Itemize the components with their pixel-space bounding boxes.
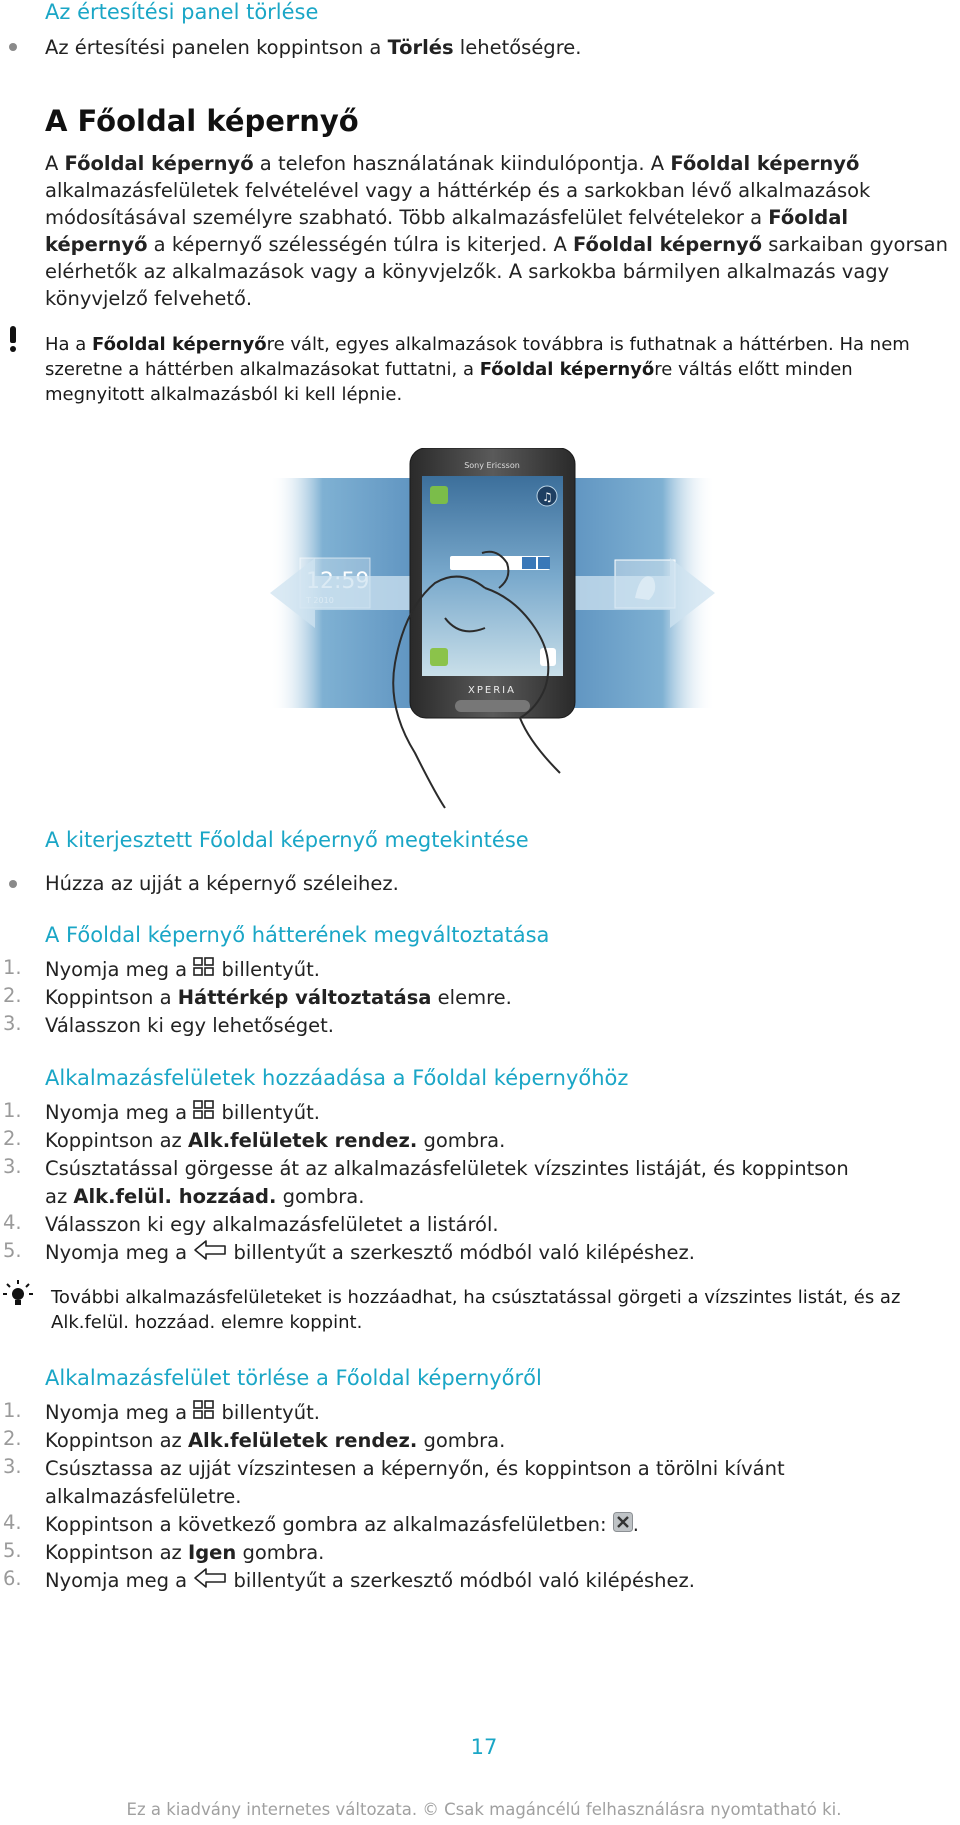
search-icon: [522, 557, 536, 569]
footer-note: Ez a kiadvány internetes változata. © Csak magáncélú felhasználásra nyomtatható ki.: [126, 1800, 842, 1819]
brand-label: Sony Ericsson: [464, 461, 520, 470]
text: Koppintson a következő gombra az alkalmazásfelületben:: [45, 1513, 613, 1536]
text: billentyűt.: [215, 1401, 320, 1424]
text: .: [632, 1513, 639, 1536]
step-text: [45, 1427, 505, 1454]
step-text: [45, 1211, 499, 1238]
clear-panel-instruction: [45, 34, 581, 61]
model-label: XPERIA: [468, 685, 516, 696]
delete-widget-icon: [613, 1512, 633, 1539]
bold-term: Alk.felül. hozzáad.: [73, 1185, 277, 1208]
step-text: [45, 1455, 785, 1482]
step-text: [45, 1511, 639, 1539]
menu-key-icon: [193, 1400, 215, 1427]
bold-term: Háttérkép változtatása: [177, 986, 432, 1009]
step-number: 1.: [3, 1399, 22, 1422]
step-text: [45, 1155, 849, 1182]
bold-term: Igen: [187, 1541, 237, 1564]
view-extended-instruction: Húzza az ujját a képernyő széleihez.: [45, 872, 399, 895]
warning-note: [45, 332, 925, 407]
step-number: 3.: [3, 1155, 22, 1178]
bullet: [9, 43, 17, 51]
step-number: 5.: [3, 1539, 22, 1562]
text: billentyűt a szerkesztő módból való kilépéshez.: [227, 1241, 695, 1264]
text: Koppintson az: [45, 1129, 188, 1152]
text: gombra.: [276, 1185, 365, 1208]
text: Nyomja meg a: [45, 1101, 194, 1124]
text: alkalmazásfelületre.: [45, 1485, 242, 1508]
bullet: [9, 880, 17, 888]
step-number: 2.: [3, 1127, 22, 1150]
step-text: [45, 1399, 320, 1427]
step-number: 1.: [3, 956, 22, 979]
bold-term: Főoldal képernyő: [670, 152, 860, 175]
text: Az értesítési panelen koppintson a: [45, 36, 388, 59]
page-title: A Főoldal képernyő: [45, 104, 359, 138]
step-text: [45, 1567, 695, 1596]
text: Koppintson az: [45, 1429, 188, 1452]
text: az: [45, 1185, 74, 1208]
text: Koppintson a: [45, 986, 178, 1009]
mic-icon: [538, 557, 550, 569]
text: Koppintson az: [45, 1541, 188, 1564]
text: alkalmazásfelületek felvételével vagy a háttérkép és a sarkokban lévő alkalmazások módosításával személyre szabható. Több alkalmazásfelület felvételekor a: [45, 179, 871, 229]
text: gombra.: [417, 1429, 506, 1452]
step-number: 4.: [3, 1511, 22, 1534]
step-text: [45, 1127, 505, 1154]
text: gombra.: [236, 1541, 325, 1564]
bold-term: Alk.felületek rendez.: [187, 1429, 418, 1452]
text: Csúsztassa az ujját vízszintesen a képernyőn, és koppintson a törölni kívánt: [45, 1457, 785, 1480]
text: elemre.: [431, 986, 512, 1009]
back-key-icon: [193, 1239, 227, 1268]
text: Válasszon ki egy alkalmazásfelületet a listáról.: [45, 1213, 499, 1236]
section-heading-add-widgets: Alkalmazásfelületek hozzáadása a Főoldal képernyőhöz: [45, 1066, 629, 1090]
step-text-continued: [45, 1483, 241, 1510]
menu-key-icon: [193, 1100, 215, 1127]
step-text: [45, 1239, 695, 1268]
text: gombra.: [417, 1129, 506, 1152]
tip-line-2: Alk.felül. hozzáad. elemre koppint.: [51, 1312, 363, 1333]
text: re váltás előtt minden megnyitott alkalmazásból ki kell lépnie.: [45, 359, 853, 405]
step-number: 3.: [3, 1012, 22, 1035]
step-number: 6.: [3, 1567, 22, 1590]
text: a képernyő szélességén túlra is kiterjed. A: [147, 233, 574, 256]
text: re vált, egyes alkalmazások továbbra is futhatnak a háttérben. Ha nem szeretne a háttérben alkalmazásokat futtatni, a: [45, 334, 910, 380]
page-number: 17: [470, 1735, 498, 1759]
bold-term: Főoldal képernyő: [92, 334, 267, 355]
phone-swipe-illustration: [270, 448, 715, 810]
step-text: [45, 1539, 324, 1566]
bold-term: Főoldal képernyő: [479, 359, 655, 380]
text: lehetőségre.: [453, 36, 582, 59]
menu-key-icon: [193, 957, 215, 984]
text: a telefon használatának kiindulópontja. A: [253, 152, 671, 175]
text: Nyomja meg a: [45, 1569, 194, 1592]
text: Nyomja meg a: [45, 958, 194, 981]
section-heading-change-background: A Főoldal képernyő hátterének megváltoztatása: [45, 923, 550, 947]
step-number: 5.: [3, 1239, 22, 1262]
svg-text:♫: ♫: [542, 490, 553, 504]
text: billentyűt.: [215, 958, 320, 981]
app-grid-icon: [430, 648, 448, 666]
tip-line-1: További alkalmazásfelületeket is hozzáadhat, ha csúsztatással görgeti a vízszintes listát, és az: [51, 1287, 901, 1308]
home-screen-illustration: [270, 448, 715, 810]
text: Ha a: [45, 334, 93, 355]
bold-term: Törlés: [387, 36, 454, 59]
step-text: [45, 984, 512, 1011]
step-number: 3.: [3, 1455, 22, 1478]
step-text: [45, 1099, 320, 1127]
app-icon: [430, 486, 448, 504]
text: A: [45, 152, 65, 175]
step-text: [45, 956, 320, 984]
section-heading-view-extended: A kiterjesztett Főoldal képernyő megtekintése: [45, 828, 529, 852]
section-heading-clear-panel: Az értesítési panel törlése: [45, 0, 319, 24]
text: sarkaiban gyorsan elérhetők az alkalmazások vagy a könyvjelzők. A sarkokba bármilyen alkalmazás vagy könyvjelző felvehető.: [45, 233, 948, 310]
text: Nyomja meg a: [45, 1401, 194, 1424]
step-number: 2.: [3, 1427, 22, 1450]
step-number: 2.: [3, 984, 22, 1007]
bold-term: Alk.felületek rendez.: [187, 1129, 418, 1152]
bold-term: Főoldal képernyő: [64, 152, 254, 175]
step-number: 1.: [3, 1099, 22, 1122]
step-number: 4.: [3, 1211, 22, 1234]
step-text: [45, 1012, 334, 1039]
text: Válasszon ki egy lehetőséget.: [45, 1014, 334, 1037]
phone-keys: [455, 700, 530, 712]
phone-screen: [422, 476, 563, 676]
section-heading-remove-widget: Alkalmazásfelület törlése a Főoldal képernyőről: [45, 1366, 542, 1390]
text: Nyomja meg a: [45, 1241, 194, 1264]
text: billentyűt a szerkesztő módból való kilépéshez.: [227, 1569, 695, 1592]
bold-term: Főoldal képernyő: [573, 233, 763, 256]
text: Csúsztatással görgesse át az alkalmazásfelületek vízszintes listáját, és koppintson: [45, 1157, 849, 1180]
lightbulb-tip-icon: [2, 1278, 34, 1308]
back-key-icon: [193, 1567, 227, 1596]
bold-term: Főoldal képernyő: [45, 206, 849, 256]
step-text-continued: [45, 1183, 364, 1210]
home-intro-paragraph: [45, 150, 950, 312]
warning-icon: [8, 326, 18, 352]
text: billentyűt.: [215, 1101, 320, 1124]
